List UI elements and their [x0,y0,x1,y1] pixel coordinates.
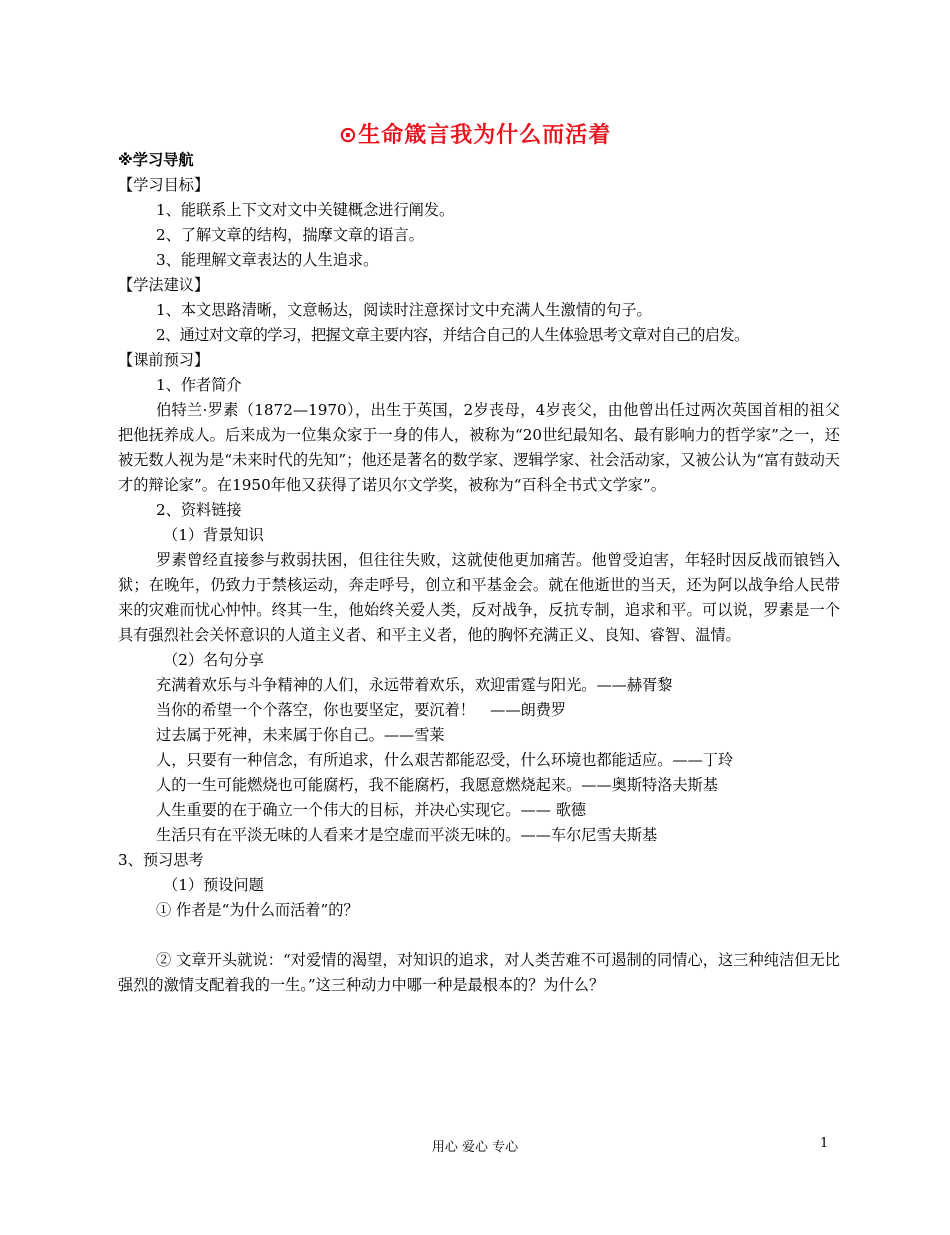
quote-item: 充满着欢乐与斗争精神的人们，永远带着欢乐，欢迎雷霆与阳光。——赫胥黎 [156,676,673,694]
preview-heading: 【课前预习】 [118,351,210,369]
blank-answer-space [118,923,840,948]
preset-heading: （1）预设问题 [163,876,264,894]
footer-motto: 用心 爱心 专心 [431,1140,519,1155]
question-1: ① 作者是“为什么而活着”的？ [156,901,359,919]
goal-item: 2、了解文章的结构，揣摩文章的语言。 [156,226,424,244]
nav-heading: ※学习导航 [118,151,194,169]
links-heading: 2、资料链接 [156,501,242,519]
page-number: 1 [820,1136,829,1151]
quote-item: 人的一生可能燃烧也可能腐朽，我不能腐朽，我愿意燃烧起来。——奥斯特洛夫斯基 [156,776,718,794]
method-item: 1、本文思路清晰，文意畅达，阅读时注意探讨文中充满人生激情的句子。 [156,301,652,319]
quote-item: 生活只有在平淡无味的人看来才是空虚而平淡无味的。——车尔尼雪夫斯基 [156,826,658,844]
thinking-heading: 3、预习思考 [118,851,204,869]
goal-item: 3、能理解文章表达的人生追求。 [156,251,379,269]
document-body [118,148,840,998]
method-item: 2、通过对文章的学习，把握文章主要内容，并结合自己的人生体验思考文章对自己的启发。 [156,326,749,344]
quote-item: 当你的希望一个个落空，你也要坚定，要沉着！ ——朗费罗 [156,701,567,719]
quote-item: 过去属于死神，未来属于你自己。——雪莱 [156,726,445,744]
question-2: ② 文章开头就说：“对爱情的渴望，对知识的追求，对人类苦难不可遏制的同情心，这三种纯洁但无比强烈的激情支配着我的一生。”这三种动力中哪一种是最根本的？为什么？ [118,951,840,994]
background-heading: （1）背景知识 [163,526,264,544]
quote-item: 人，只要有一种信念，有所追求，什么艰苦都能忍受，什么环境也都能适应。——丁玲 [156,751,734,769]
quote-item: 人生重要的在于确立一个伟大的目标，并决心实现它。—— 歌德 [156,801,587,819]
goals-heading: 【学习目标】 [118,176,210,194]
quotes-heading: （2）名句分享 [163,651,264,669]
author-paragraph: 伯特兰·罗素（1872—1970），出生于英国，2岁丧母，4岁丧父，由他曾出任过两次英国首相的祖父把他抚养成人。后来成为一位集众家于一身的伟人，被称为“20世纪最知名、最有影响力的哲学家”之一，还被无数人视为是“未来时代的先知”；他还是著名的数学家、逻辑学家、社会活动家，又被公认为“富有鼓动天才的辩论家”。在1950年他又获得了诺贝尔文学奖，被称为“百科全书式文学家”。 [118,401,840,494]
goal-item: 1、能联系上下文对文中关键概念进行阐发。 [156,201,455,219]
author-heading: 1、作者简介 [156,376,242,394]
background-paragraph: 罗素曾经直接参与救弱扶困，但往往失败，这就使他更加痛苦。他曾受迫害，年轻时因反战而锒铛入狱；在晚年，仍致力于禁核运动，奔走呼号，创立和平基金会。就在他逝世的当天，还为阿以战争给人民带来的灾难而忧心忡忡。终其一生，他始终关爱人类，反对战争，反抗专制，追求和平。可以说，罗素是一个具有强烈社会关怀意识的人道主义者、和平主义者，他的胸怀充满正义、良知、睿智、温情。 [118,551,840,644]
document-title: ⊙生命箴言我为什么而活着 [338,123,612,148]
methods-heading: 【学法建议】 [118,276,210,294]
